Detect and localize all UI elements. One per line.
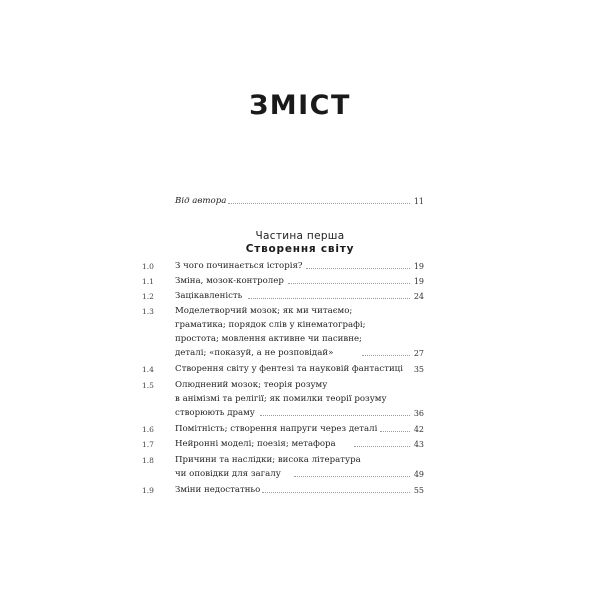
- toc-entry-number: 1.4: [142, 365, 154, 374]
- toc-entry-title: Помітність; створення напруги через деталі: [175, 424, 378, 434]
- toc-entry-page: 24: [413, 292, 424, 301]
- toc-entry-page: 55: [413, 486, 424, 495]
- dot-leader: [380, 431, 410, 432]
- toc-entry-title: З чого починається історія?: [175, 261, 303, 271]
- toc-entry-number: 1.6: [142, 425, 154, 434]
- toc-entry-number: 1.2: [142, 292, 154, 301]
- toc-entry-title: Зміна, мозок-контролер: [175, 276, 284, 286]
- dot-leader: [228, 203, 410, 204]
- toc-entry-number: 1.8: [142, 456, 154, 465]
- toc-entry-number: 1.1: [142, 277, 154, 286]
- toc-entry-title: Нейронні моделі; поезія; метафора: [175, 439, 336, 449]
- toc-entry-title: Зміни недостатньо: [175, 485, 261, 495]
- toc-entry-page: 19: [413, 262, 424, 271]
- toc-entry-number: 1.0: [142, 262, 154, 271]
- toc-preface-page: 11: [413, 197, 424, 206]
- toc-entry-title: Моделетворчий мозок; як ми читаємо;: [175, 306, 353, 316]
- dot-leader: [354, 446, 410, 447]
- part-title: Створення світу: [245, 243, 355, 255]
- toc-entry-title: граматика; порядок слів у кінематографі;: [175, 320, 366, 330]
- toc-entry-title: чи оповідки для загалу: [175, 469, 281, 479]
- part-label: Частина перша: [255, 230, 345, 242]
- toc-entry-page: 49: [413, 470, 424, 479]
- toc-entry-number: 1.7: [142, 440, 154, 449]
- toc-entry-page: 42: [413, 425, 424, 434]
- dot-leader: [306, 268, 410, 269]
- toc-entry-number: 1.5: [142, 381, 154, 390]
- dot-leader: [248, 298, 410, 299]
- toc-entry-title: в анімізмі та релігії; як помилки теорії розуму: [175, 394, 387, 404]
- dot-leader: [262, 492, 410, 493]
- page-title: ЗМІСТ: [249, 90, 351, 121]
- toc-entry-title: Причини та наслідки; висока література: [175, 455, 361, 465]
- toc-entry-page: 19: [413, 277, 424, 286]
- toc-entry-number: 1.9: [142, 486, 154, 495]
- toc-entry-title: створюють драму: [175, 408, 255, 418]
- dot-leader: [362, 355, 410, 356]
- toc-entry-page: 27: [413, 349, 424, 358]
- dot-leader: [288, 283, 410, 284]
- toc-preface-label: Від автора: [175, 196, 227, 206]
- toc-entry-title: Олюднений мозок; теорія розуму: [175, 380, 328, 390]
- dot-leader: [260, 415, 410, 416]
- toc-entry-title: Зацікавленість: [175, 291, 243, 301]
- toc-entry-title: простота; мовлення активне чи пасивне;: [175, 334, 362, 344]
- toc-entry-page: 35: [413, 365, 424, 374]
- dot-leader: [294, 476, 410, 477]
- toc-entry-page: 36: [413, 409, 424, 418]
- toc-entry-title: Створення світу у фентезі та науковій фантастиці: [175, 364, 403, 374]
- toc-entry-number: 1.3: [142, 307, 154, 316]
- toc-entry-page: 43: [413, 440, 424, 449]
- toc-entry-title: деталі; «показуй, а не розповідай»: [175, 348, 334, 358]
